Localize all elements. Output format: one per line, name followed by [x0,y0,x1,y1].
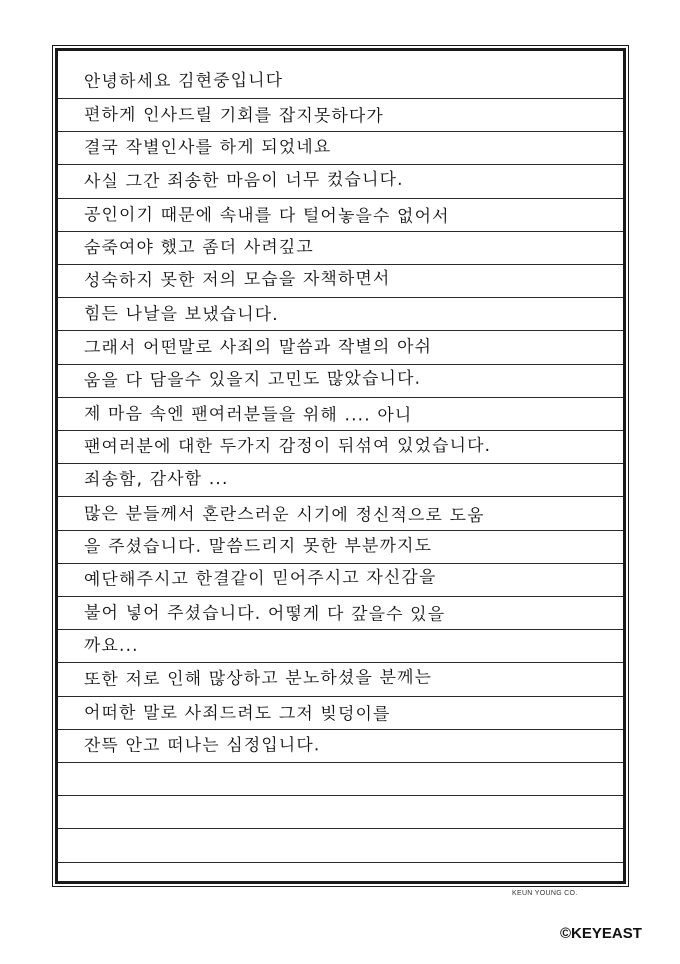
ruled-line [58,596,623,597]
letter-line: 제 마음 속엔 팬여러분들을 위해 .... 아니 [83,404,413,426]
letter-line: 숨죽여야 했고 좀더 사려깊고 [83,237,314,258]
letter-line: 까요... [83,636,139,657]
letter-line: 그래서 어떤말로 사죄의 말씀과 작별의 아쉬 [83,336,433,358]
letter-line: 결국 작별인사를 하게 되었네요 [83,137,332,159]
letter-line: 사실 그간 죄송한 마음이 너무 컸습니다. [83,169,404,192]
ruled-line [58,862,623,863]
letter-line: 성숙하지 못한 저의 모습을 자책하면서 [83,269,391,292]
ruled-line [58,828,623,829]
ruled-line [58,198,623,199]
letter-line: 잔뜩 안고 떠나는 심정입니다. [83,735,321,756]
letter-line: 안녕하세요 김현중입니다 [83,70,284,92]
ruled-line [58,397,623,398]
credit-small-text: KEUN YOUNG CO. [512,890,578,897]
ruled-line [58,98,623,99]
letter-line: 죄송함, 감사함 ... [83,469,229,491]
ruled-line [58,762,623,763]
letter-line: 팬여러분에 대한 두가지 감정이 뒤섞여 있었습니다. [83,436,492,458]
letter-line: 불어 넣어 주셨습니다. 어떻게 다 갚을수 있을 [83,603,446,626]
ruled-line [58,795,623,796]
letter-line: 움을 다 담을수 있을지 고민도 많았습니다. [83,368,422,391]
letter-paper [55,48,626,884]
letter-line: 힘든 나날을 보냈습니다. [83,304,279,326]
letter-line: 예단해주시고 한결같이 믿어주시고 자신감을 [83,567,437,590]
keyeast-logo: ©KEYEAST [560,925,642,942]
ruled-line [58,297,623,298]
ruled-line [58,330,623,331]
letter-line: 많은 분들께서 혼란스러운 시기에 정신적으로 도움 [83,503,485,526]
letter-line: 공인이기 때문에 속내를 다 털어놓을수 없어서 [83,204,450,227]
ruled-line [58,496,623,497]
letter-line: 편하게 인사드릴 기회를 잡지못하다가 [83,105,385,127]
letter-line: 또한 저로 인해 많상하고 분노하셨을 분께는 [83,667,433,690]
letter-line: 어떠한 말로 사죄드려도 그저 빚덩이를 [83,702,391,725]
ruled-line [58,696,623,697]
letter-line: 을 주셨습니다. 말씀드리지 못한 부분까지도 [83,535,433,557]
